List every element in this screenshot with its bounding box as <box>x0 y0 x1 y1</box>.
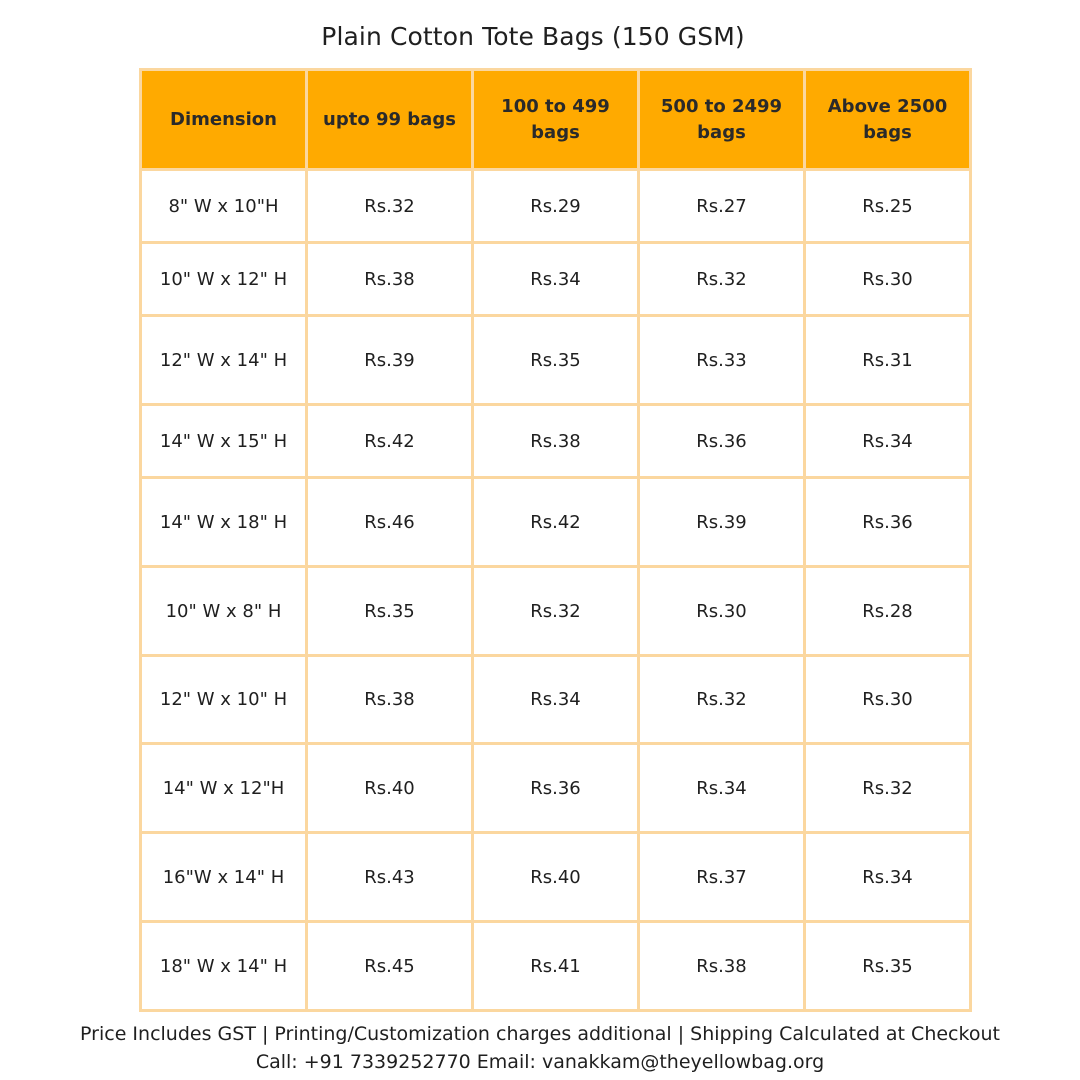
cell-price-above-2500: Rs.25 <box>805 170 971 243</box>
cell-price-500-to-2499: Rs.34 <box>639 744 805 833</box>
price-table <box>139 68 972 1012</box>
cell-dimension: 10" W x 12" H <box>141 243 307 316</box>
cell-price-500-to-2499: Rs.36 <box>639 405 805 478</box>
column-header-upto-99: upto 99 bags <box>307 70 473 170</box>
footer-contact: Call: +91 7339252770 Email: vanakkam@theyellowbag.org <box>255 1051 825 1073</box>
table-body <box>141 170 971 1011</box>
cell-price-500-to-2499: Rs.39 <box>639 478 805 567</box>
cell-price-100-to-499: Rs.34 <box>473 656 639 744</box>
cell-price-500-to-2499: Rs.32 <box>639 243 805 316</box>
table-row <box>141 478 971 567</box>
cell-dimension: 16"W x 14" H <box>141 833 307 922</box>
column-header-dimension: Dimension <box>141 70 307 170</box>
cell-price-above-2500: Rs.30 <box>805 243 971 316</box>
page-title: Plain Cotton Tote Bags (150 GSM) <box>321 22 745 51</box>
cell-price-above-2500: Rs.34 <box>805 405 971 478</box>
cell-dimension: 8" W x 10"H <box>141 170 307 243</box>
table-row <box>141 170 971 243</box>
cell-price-above-2500: Rs.28 <box>805 567 971 656</box>
cell-price-upto-99: Rs.40 <box>307 744 473 833</box>
column-header-500-to-2499: 500 to 2499 bags <box>639 70 805 170</box>
table-row <box>141 922 971 1011</box>
cell-price-above-2500: Rs.34 <box>805 833 971 922</box>
cell-price-100-to-499: Rs.34 <box>473 243 639 316</box>
cell-dimension: 14" W x 12"H <box>141 744 307 833</box>
cell-dimension: 12" W x 14" H <box>141 316 307 405</box>
cell-price-100-to-499: Rs.41 <box>473 922 639 1011</box>
cell-dimension: 10" W x 8" H <box>141 567 307 656</box>
column-header-above-2500: Above 2500 bags <box>805 70 971 170</box>
column-header-100-to-499: 100 to 499 bags <box>473 70 639 170</box>
cell-price-upto-99: Rs.35 <box>307 567 473 656</box>
cell-price-above-2500: Rs.32 <box>805 744 971 833</box>
cell-price-above-2500: Rs.30 <box>805 656 971 744</box>
table-row <box>141 744 971 833</box>
cell-dimension: 14" W x 18" H <box>141 478 307 567</box>
cell-price-upto-99: Rs.38 <box>307 243 473 316</box>
table-row <box>141 567 971 656</box>
cell-price-upto-99: Rs.38 <box>307 656 473 744</box>
cell-price-upto-99: Rs.43 <box>307 833 473 922</box>
cell-price-500-to-2499: Rs.33 <box>639 316 805 405</box>
cell-price-upto-99: Rs.39 <box>307 316 473 405</box>
cell-price-100-to-499: Rs.38 <box>473 405 639 478</box>
cell-price-500-to-2499: Rs.27 <box>639 170 805 243</box>
table-header-row <box>141 70 971 170</box>
cell-price-upto-99: Rs.42 <box>307 405 473 478</box>
cell-price-100-to-499: Rs.42 <box>473 478 639 567</box>
table-row <box>141 833 971 922</box>
cell-dimension: 18" W x 14" H <box>141 922 307 1011</box>
cell-price-100-to-499: Rs.35 <box>473 316 639 405</box>
cell-price-500-to-2499: Rs.30 <box>639 567 805 656</box>
cell-price-500-to-2499: Rs.32 <box>639 656 805 744</box>
cell-price-100-to-499: Rs.40 <box>473 833 639 922</box>
table-row <box>141 316 971 405</box>
cell-price-500-to-2499: Rs.38 <box>639 922 805 1011</box>
cell-dimension: 14" W x 15" H <box>141 405 307 478</box>
footer-info: Price Includes GST | Printing/Customization charges additional | Shipping Calculated at Checkout <box>80 1023 1000 1045</box>
cell-price-above-2500: Rs.36 <box>805 478 971 567</box>
cell-price-upto-99: Rs.46 <box>307 478 473 567</box>
cell-price-upto-99: Rs.45 <box>307 922 473 1011</box>
cell-price-upto-99: Rs.32 <box>307 170 473 243</box>
cell-price-100-to-499: Rs.32 <box>473 567 639 656</box>
cell-price-100-to-499: Rs.29 <box>473 170 639 243</box>
cell-price-above-2500: Rs.31 <box>805 316 971 405</box>
cell-price-100-to-499: Rs.36 <box>473 744 639 833</box>
cell-price-above-2500: Rs.35 <box>805 922 971 1011</box>
cell-dimension: 12" W x 10" H <box>141 656 307 744</box>
cell-price-500-to-2499: Rs.37 <box>639 833 805 922</box>
table-row <box>141 243 971 316</box>
table-row <box>141 405 971 478</box>
table-row <box>141 656 971 744</box>
